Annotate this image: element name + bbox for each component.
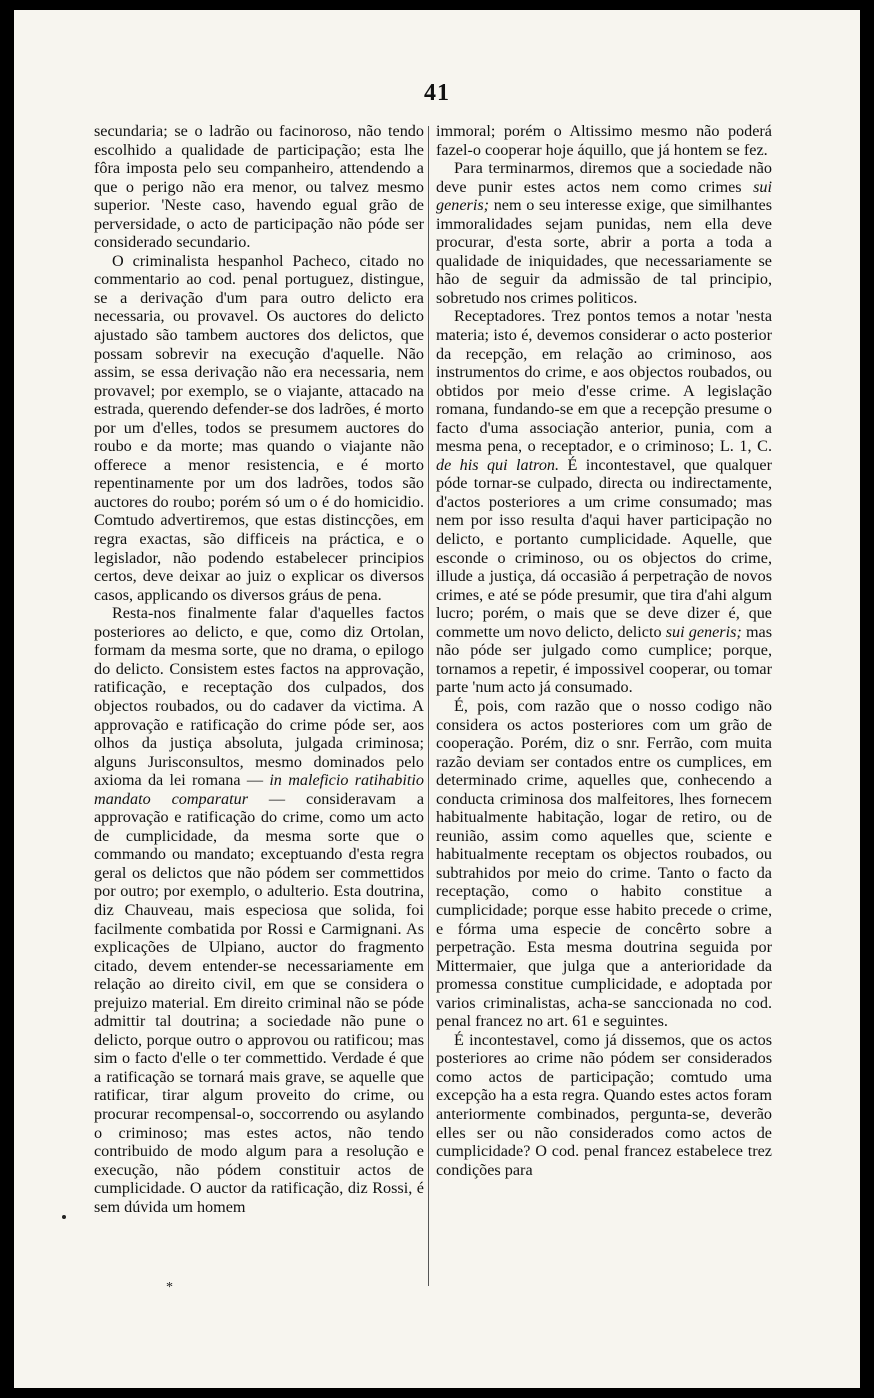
paragraph-text: É incontestavel, que qualquer póde tornar-se culpado, directa ou indirectamente, d'actos posteriores a um crime consumado; mas nem por isso resulta d'aqui haver participação no delicto, e portanto cumplicidade. Aquelle, que esconde o criminoso, ou os objectos do crime, illude a justiça, dá occasião á perpetração de novos crimes, e até se póde presumir, que tira d'ahi algum lucro; porém, o mais que se deve dizer é, que commette um novo delicto, delicto — [436, 455, 772, 641]
paragraph-text: Resta-nos finalmente falar d'aquelles factos posteriores ao delicto, e que, como diz Ortolan, formam da mesma sorte, que no drama, o epilogo do delicto. Consistem estes factos na approvação, ratificação, e receptação dos culpados, dos objectos roubados, ou do cadaver da victima. A approvação e ratificação do crime póde ser, aos olhos da justiça absoluta, julgada criminosa; alguns Jurisconsultos, mesmo dominados pelo axioma da lei romana — — [94, 604, 424, 790]
left-column — [94, 122, 424, 1216]
paragraph-text: mas não póde ser julgado como cumplice; porque, tornamos a repetir, é impossivel cooperar, ou tomar parte 'num acto já consumado. — [436, 622, 773, 697]
paragraph: É incontestavel, como já dissemos, que os actos posteriores ao crime não pódem ser considerados como actos de participação; comtudo uma excepção ha a esta regra. Quando estes actos foram anteriormente combinados, pergunta-se, deverão elles ser ou não considerados como actos de cumplicidade? O cod. penal francez estabelece trez condições para — [436, 1030, 772, 1179]
paragraph — [436, 159, 772, 307]
asterisk-mark: * — [166, 1280, 173, 1295]
paragraph-text: Receptadores. Trez pontos temos a notar 'nesta materia; isto é, devemos considerar o acto posterior da recepção, em relação ao criminoso, aos instrumentos do crime, e aos objectos roubados, ou obtidos por meio d'esse crime. A legislação romana, fundando-se em que a recepção presume o facto d'uma associação anterior, punia, com a mesma pena, o receptador, e o criminoso; L. 1, C. — [436, 307, 772, 456]
page-number: 41 — [424, 80, 450, 106]
ink-speck — [62, 1215, 66, 1219]
right-column — [436, 122, 772, 1179]
page-sheet — [14, 10, 860, 1388]
paragraph — [94, 604, 424, 1216]
column-divider — [428, 126, 429, 1286]
latin-phrase: sui generis; — [665, 622, 742, 641]
paragraph: immoral; porém o Altissimo mesmo não poderá fazel-o cooperar hoje áquillo, que já hontem se fez. — [436, 122, 772, 159]
paragraph-text: nem o seu interesse exige, que similhantes immoralidades sejam punidas, nem ella deve procurar, d'esta sorte, abrir a porta a toda a qualidade de iniquidades, que necessariamente se hão de seguir da admissão de tal principio, sobretudo nos crimes politicos. — [436, 196, 772, 307]
paragraph-text: Para terminarmos, diremos que a sociedade não deve punir estes actos nem como crimes — [436, 159, 772, 196]
paragraph — [436, 307, 772, 696]
paragraph: secundaria; se o ladrão ou facinoroso, não tendo escolhido a qualidade de participação; esta lhe fôra imposta pelo seu companheiro, attendendo a que o perigo não era menor, ou talvez mesmo superior. 'Neste caso, havendo egual grão de perversidade, o acto de participação não póde ser considerado secundario. — [94, 122, 424, 252]
latin-phrase: sui generis; — [436, 177, 773, 215]
latin-citation: de his qui latron. — [436, 455, 560, 474]
paragraph: O criminalista hespanhol Pacheco, citado no commentario ao cod. penal portuguez, distingue, se a derivação d'um para outro delicto era necessaria, ou provavel. Os auctores do delicto ajustado são tambem auctores dos delictos, que possam sobrevir na execução d'aquelle. Não assim, se essa derivação não era necessaria, nem provavel; por exemplo, se o viajante, attacado na estrada, querendo defender-se dos ladrões, é morto por um d'elles, todos se presumem auctores do roubo e da morte; mas quando o viajante não offerece a menor resistencia, e é morto repentinamente por um dos ladrões, todos são auctores do roubo; porém só um o é do homicidio. Comtudo advertiremos, que estas distincções, em regra exactas, são difficeis na práctica, e o legislador, não podendo estabelecer principios certos, deve deixar ao juiz o explicar os diversos casos, applicando os diversos gráus de pena. — [94, 251, 424, 604]
paragraph: É, pois, com razão que o nosso codigo não considera os actos posteriores com um grão de cooperação. Porém, diz o snr. Ferrão, com muita razão deviam ser contados entre os cumplices, em determinado crime, aquelles que, conhecendo a conducta criminosa dos malfeitores, lhes fornecem habitualmente habitação, logar de retiro, ou de reunião, assim como aquelles que, sciente e habitualmente receptam os objectos roubados, ou subtrahidos por meio do crime. Tanto o facto da receptação, como o habito constitue a cumplicidade; porque esse habito precede o crime, e fórma uma especie de concêrto sobre a perpetração. Esta mesma doutrina seguida por Mittermaier, que julga que a anterioridade da promessa constitue cumplicidade, e adoptada por varios criminalistas, acha-se sanccionada no cod. penal francez no art. 61 e seguintes. — [436, 696, 772, 1031]
paragraph-text: — consideravam a approvação e ratificação do crime, como um acto de cumplicidade, da mesma sorte que o commando ou mandato; exceptuando d'esta regra geral os delictos que não pódem ser commettidos por outro; por exemplo, o adulterio. Esta doutrina, diz Chauveau, mais especiosa que solida, foi facilmente combatida por Rossi e Carmignani. As explicações de Ulpiano, auctor do fragmento citado, devem entender-se necessariamente em relação ao direito civil, em que se considera o prejuizo material. Em direito criminal não se póde admittir tal doutrina; a sociedade não pune o delicto, porque outro o approvou ou ratificou; mas sim o facto d'elle o ter commettido. Verdade é que a ratificação se tornará mais grave, se aquelle que ratificar, tirar algum proveito do crime, ou procurar recompensal-o, soccorrendo ou asylando o criminoso; mas estes actos, não tendo contribuido de modo algum para a resolução e execução, não pódem constituir actos de cumplicidade. O auctor da ratificação, diz Rossi, é sem dúvida um homem — [94, 789, 424, 1216]
latin-maxim: in maleficio ratihabitio mandato comparatur — [94, 771, 424, 808]
